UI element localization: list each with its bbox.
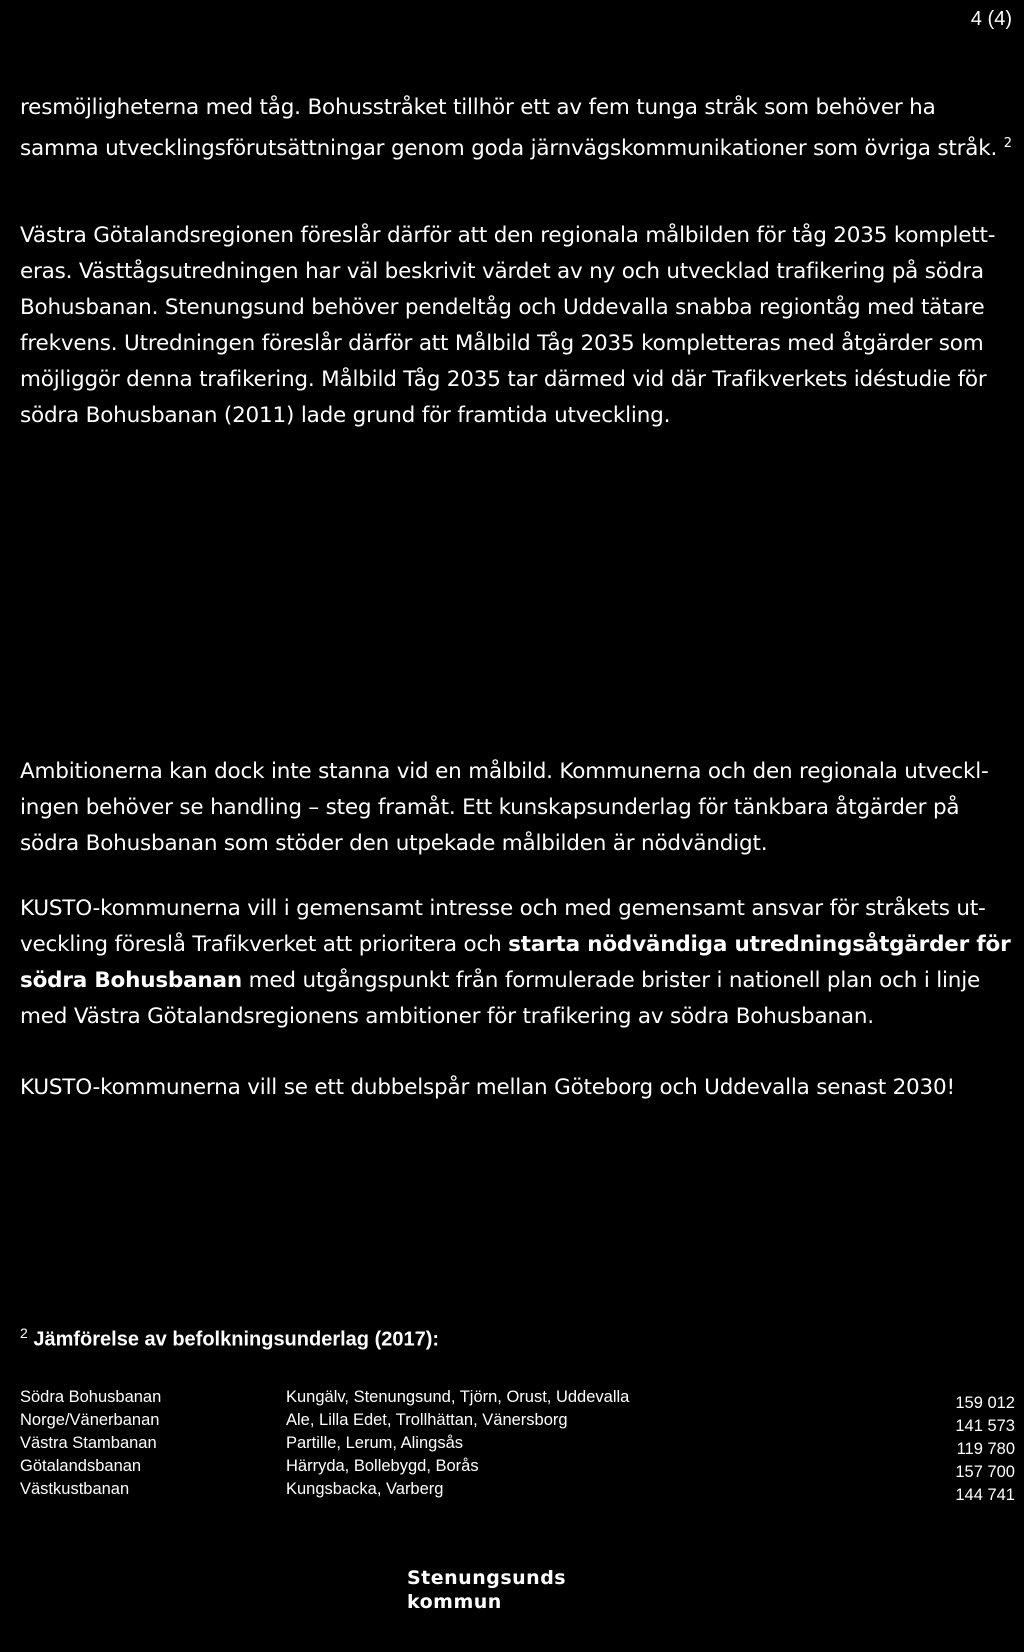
paragraph-line: Ambitionerna kan dock inte stanna vid en målbild. Kommunerna och den regionala utveckl- bbox=[20, 759, 989, 784]
municipalities: Partille, Lerum, Alingsås bbox=[286, 1434, 463, 1452]
paragraph-1 bbox=[20, 90, 1010, 167]
rail-line-name: Västkustbanan bbox=[20, 1480, 130, 1498]
paragraph-line: samma utvecklingsförutsättningar genom goda järnvägskommunikationer som övriga stråk. $^2$ bbox=[20, 136, 1012, 162]
municipalities: Ale, Lilla Edet, Trollhättan, Vänersborg bbox=[286, 1411, 568, 1429]
population-value: 159 012 bbox=[955, 1394, 1015, 1412]
population-value: 144 741 bbox=[955, 1486, 1015, 1504]
table-row bbox=[20, 1434, 1015, 1457]
population-value: 157 700 bbox=[955, 1463, 1015, 1481]
paragraph-line: KUSTO-kommunerna vill i gemensamt intresse och med gemensamt ansvar för stråkets ut- bbox=[20, 896, 986, 921]
paragraph-line: södra Bohusbanan (2011) lade grund för framtida utveckling. bbox=[20, 403, 671, 428]
paragraph-5 bbox=[20, 1070, 1010, 1106]
paragraph-line: med Västra Götalandsregionens ambitioner för trafikering av södra Bohusbanan. bbox=[20, 1004, 874, 1029]
municipalities: Kungälv, Stenungsund, Tjörn, Orust, Uddevalla bbox=[286, 1388, 630, 1406]
population-value: 141 573 bbox=[955, 1417, 1015, 1435]
paragraph-line: eras. Västtågsutredningen har väl beskrivit värdet av ny och utvecklad trafikering på södra bbox=[20, 259, 984, 284]
municipalities: Kungsbacka, Varberg bbox=[286, 1480, 444, 1498]
footnote-title: $^2$ Jämförelse av befolkningsunderlag (2017): bbox=[20, 1325, 440, 1351]
footnote-reference: 2 bbox=[1003, 136, 1012, 151]
paragraph-line: ingen behöver se handling – steg framåt. Ett kunskapsunderlag för tänkbara åtgärder på bbox=[20, 795, 960, 820]
page-number: 4 (4) bbox=[970, 8, 1012, 30]
municipalities: Härryda, Bollebygd, Borås bbox=[286, 1457, 479, 1475]
rail-line-name: Västra Stambanan bbox=[20, 1434, 157, 1452]
paragraph-line: veckling föreslå Trafikverket att prioritera och starta nödvändiga utredningsåtgärder för bbox=[20, 932, 1011, 957]
footnote-marker: 2 bbox=[20, 1325, 28, 1341]
paragraph-line: Västra Götalandsregionen föreslår därför att den regionala målbilden för tåg 2035 komplett- bbox=[20, 223, 996, 248]
population-value: 119 780 bbox=[956, 1440, 1015, 1458]
table-row bbox=[20, 1480, 1015, 1503]
rail-line-name: Södra Bohusbanan bbox=[20, 1388, 162, 1406]
rail-line-name: Götalandsbanan bbox=[20, 1457, 142, 1475]
paragraph-line: möjliggör denna trafikering. Målbild Tåg 2035 tar därmed vid där Trafikverkets idéstudie för bbox=[20, 367, 987, 392]
population-table bbox=[20, 1388, 1015, 1503]
table-row bbox=[20, 1388, 1015, 1411]
paragraph-3 bbox=[20, 754, 1010, 862]
paragraph-line: resmöjligheterna med tåg. Bohusstråket tillhör ett av fem tunga stråk som behöver ha bbox=[20, 95, 936, 120]
paragraph-line: frekvens. Utredningen föreslår därför att Målbild Tåg 2035 kompletteras med åtgärder som bbox=[20, 331, 984, 356]
rail-line-name: Norge/Vänerbanan bbox=[20, 1411, 160, 1429]
footer-logo-text: Stenungsunds kommun bbox=[407, 1567, 567, 1613]
emphasis-text: södra Bohusbanan bbox=[20, 968, 242, 993]
paragraph-line: KUSTO-kommunerna vill se ett dubbelspår mellan Göteborg och Uddevalla senast 2030! bbox=[20, 1075, 955, 1100]
paragraph-2 bbox=[20, 218, 1010, 434]
table-row bbox=[20, 1411, 1015, 1434]
emphasis-text: starta nödvändiga utredningsåtgärder för bbox=[508, 932, 1011, 957]
paragraph-line: södra Bohusbanan med utgångspunkt från formulerade brister i nationell plan och i linje bbox=[20, 968, 981, 993]
paragraph-line: Bohusbanan. Stenungsund behöver pendeltåg och Uddevalla snabba regiontåg med tätare bbox=[20, 295, 985, 320]
paragraph-4 bbox=[20, 891, 1010, 1035]
paragraph-line: södra Bohusbanan som stöder den utpekade målbilden är nödvändigt. bbox=[20, 831, 768, 856]
table-row bbox=[20, 1457, 1015, 1480]
